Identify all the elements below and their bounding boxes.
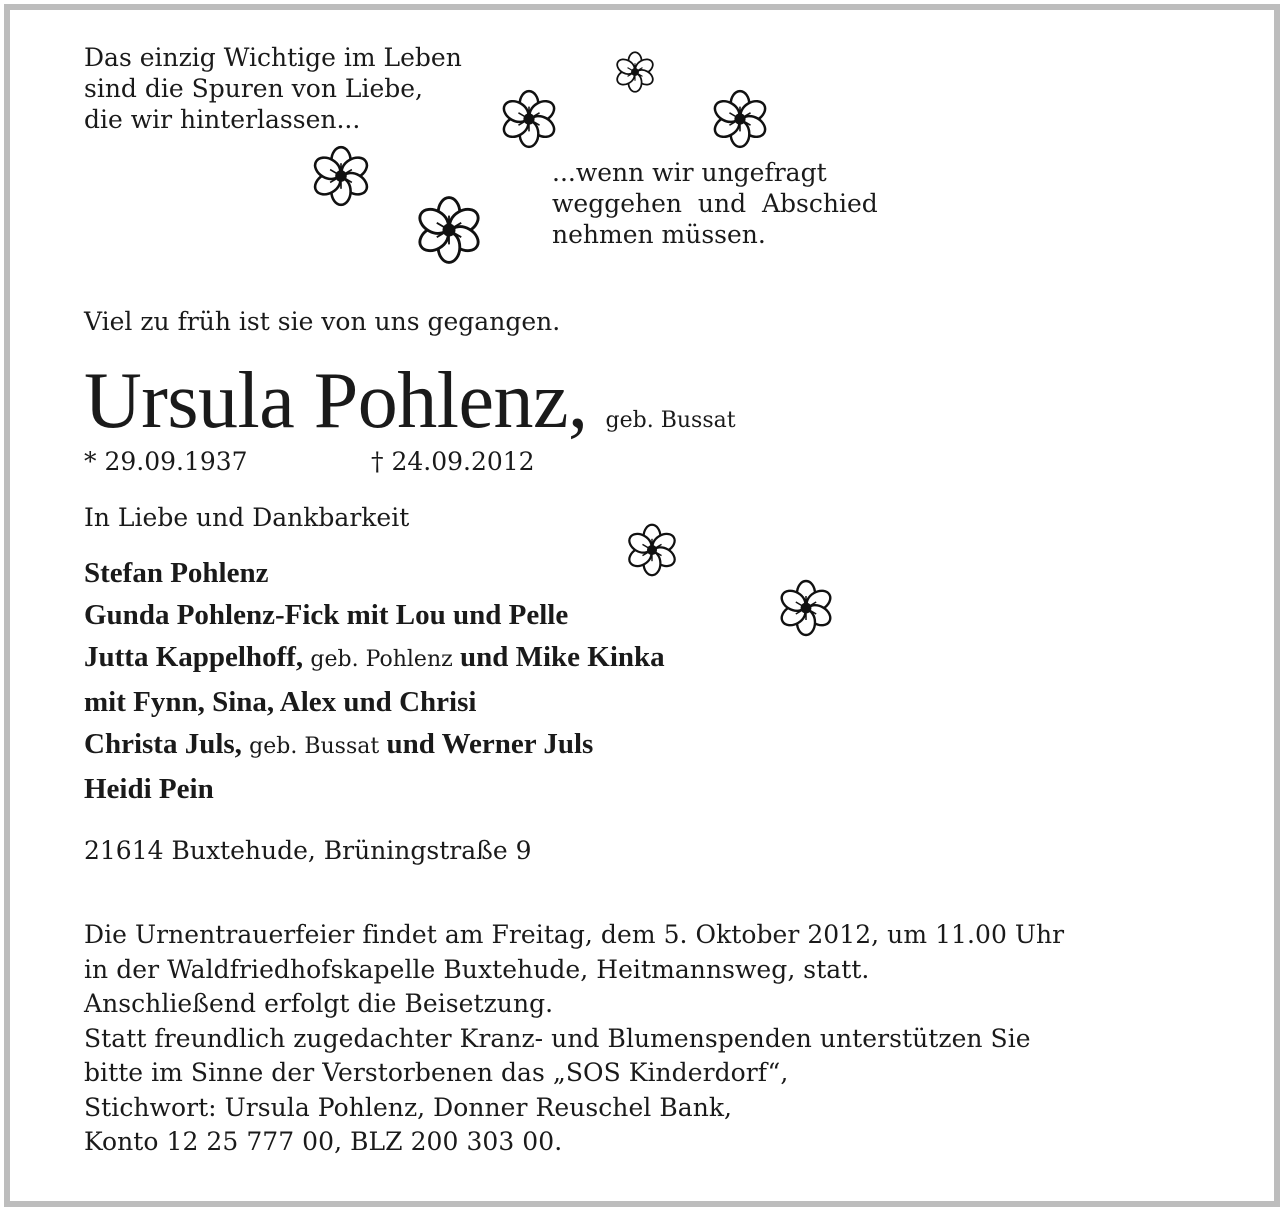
family-list bbox=[84, 552, 665, 810]
flower-icon bbox=[309, 144, 373, 208]
intro-text: Viel zu früh ist sie von uns gegangen. bbox=[84, 307, 561, 336]
flower-icon bbox=[709, 88, 771, 150]
family-name: und Mike Kinka bbox=[459, 641, 665, 673]
notice-line: Die Urnentrauerfeier findet am Freitag, dem 5. Oktober 2012, um 11.00 Uhr bbox=[84, 920, 1065, 949]
family-member: Stefan Pohlenz bbox=[84, 557, 269, 589]
thanks-line: In Liebe und Dankbarkeit bbox=[84, 503, 410, 532]
family-name: und Werner Juls bbox=[386, 728, 594, 760]
deceased-name: Ursula Pohlenz, bbox=[84, 357, 588, 445]
quote-line: weggehen und Abschied bbox=[552, 189, 878, 218]
flower-icon bbox=[613, 50, 657, 94]
flower-icon bbox=[498, 88, 560, 150]
birth-date: * 29.09.1937 bbox=[84, 447, 248, 476]
life-dates bbox=[84, 447, 535, 476]
notice-line: Konto 12 25 777 00, BLZ 200 303 00. bbox=[84, 1127, 563, 1156]
quote-part-two bbox=[552, 157, 878, 250]
quote-line: nehmen müssen. bbox=[552, 220, 766, 249]
maiden-name: geb. Pohlenz bbox=[310, 647, 453, 672]
quote-part-one bbox=[84, 42, 462, 135]
family-name: Christa Juls, bbox=[84, 728, 242, 760]
quote-line: ...wenn wir ungefragt bbox=[552, 158, 827, 187]
flower-icon bbox=[413, 194, 485, 266]
family-member bbox=[84, 636, 665, 681]
deceased-name-row bbox=[84, 357, 736, 445]
notice-line: bitte im Sinne der Verstorbenen das „SOS Kinderdorf“, bbox=[84, 1058, 789, 1087]
family-member bbox=[84, 723, 665, 768]
funeral-notice bbox=[84, 918, 1064, 1160]
notice-line: in der Waldfriedhofskapelle Buxtehude, Heitmannsweg, statt. bbox=[84, 954, 870, 984]
family-member: Heidi Pein bbox=[84, 773, 214, 805]
notice-line: Stichwort: Ursula Pohlenz, Donner Reuschel Bank, bbox=[84, 1092, 733, 1122]
notice-line: Anschließend erfolgt die Beisetzung. bbox=[84, 989, 554, 1018]
notice-line: Statt freundlich zugedachter Kranz- und Blumenspenden unterstützen Sie bbox=[84, 1023, 1031, 1053]
quote-line: die wir hinterlassen... bbox=[84, 105, 361, 134]
family-name: Jutta Kappelhoff, bbox=[84, 641, 304, 673]
quote-line: Das einzig Wichtige im Leben bbox=[84, 43, 462, 72]
quote-line: sind die Spuren von Liebe, bbox=[84, 74, 424, 103]
address: 21614 Buxtehude, Brüningstraße 9 bbox=[84, 836, 532, 865]
maiden-name: geb. Bussat bbox=[249, 734, 380, 759]
maiden-name: geb. Bussat bbox=[605, 408, 736, 433]
death-date: † 24.09.2012 bbox=[371, 447, 535, 476]
family-member: mit Fynn, Sina, Alex und Chrisi bbox=[84, 686, 477, 718]
flower-icon bbox=[776, 578, 836, 638]
family-member: Gunda Pohlenz-Fick mit Lou und Pelle bbox=[84, 599, 569, 631]
